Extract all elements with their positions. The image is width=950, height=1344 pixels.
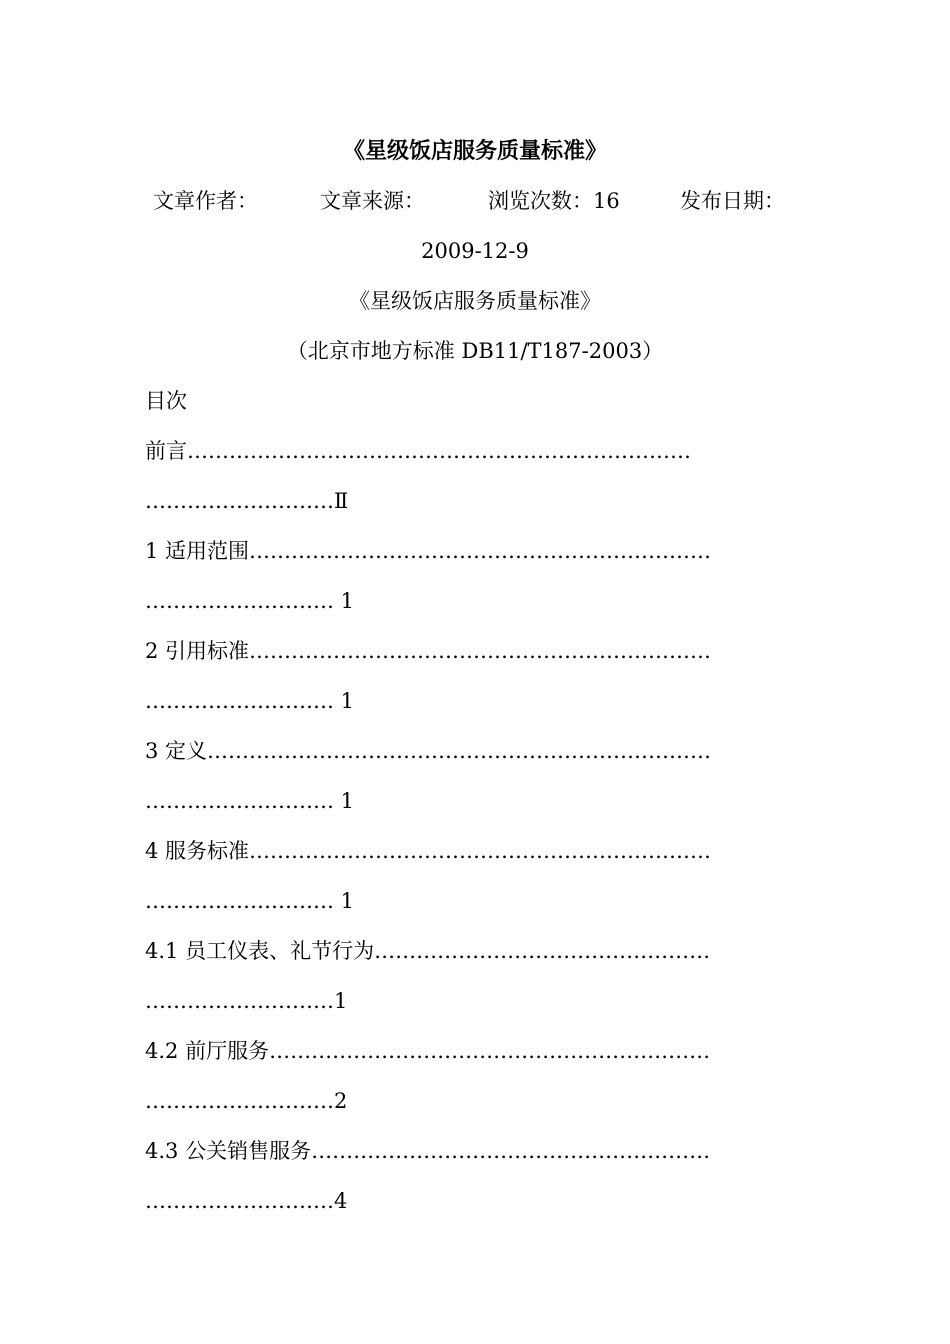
source-label: 文章来源： bbox=[320, 189, 425, 213]
toc-entry-line: 3 定义……………………………………………………………… bbox=[145, 739, 712, 763]
toc-entry-line: 4.1 员工仪表、礼节行为………………………………………… bbox=[145, 939, 711, 963]
toc-entry-line: 4.3 公关销售服务………………………………………………… bbox=[145, 1139, 711, 1163]
toc-entry-page: ……………………… 1 bbox=[145, 589, 355, 613]
toc-entry-line: 4.2 前厅服务……………………………………………………… bbox=[145, 1039, 711, 1063]
toc-entry-page: ………………………4 bbox=[145, 1189, 348, 1213]
document-title: 《星级饭店服务质量标准》 bbox=[342, 138, 607, 164]
toc-entry-page: ……………………… 1 bbox=[145, 689, 355, 713]
toc-heading: 目次 bbox=[145, 389, 187, 413]
toc-entry-line: 前言……………………………………………………………… bbox=[145, 439, 691, 463]
toc-entry-page: ……………………… 1 bbox=[145, 789, 355, 813]
toc-entry-page: ………………………1 bbox=[145, 989, 348, 1013]
toc-entry-line: 4 服务标准………………………………………………………… bbox=[145, 839, 712, 863]
toc-entry-line: 2 引用标准………………………………………………………… bbox=[145, 639, 712, 663]
toc-entry-page: ……………………… 1 bbox=[145, 889, 355, 913]
author-label: 文章作者： bbox=[153, 189, 258, 213]
document-subtitle: 《星级饭店服务质量标准》 bbox=[349, 289, 601, 313]
article-meta-row bbox=[145, 186, 805, 216]
publish-date-label: 发布日期： bbox=[680, 189, 785, 213]
publish-date-value: 2009-12-9 bbox=[421, 239, 529, 263]
standard-reference: （北京市地方标准 DB11/T187-2003） bbox=[286, 339, 664, 363]
toc-entry-page: ………………………Ⅱ bbox=[145, 489, 349, 513]
toc-entry-page: ………………………2 bbox=[145, 1089, 348, 1113]
toc-entry-line: 1 适用范围………………………………………………………… bbox=[145, 539, 712, 563]
views-label: 浏览次数：16 bbox=[488, 189, 620, 213]
